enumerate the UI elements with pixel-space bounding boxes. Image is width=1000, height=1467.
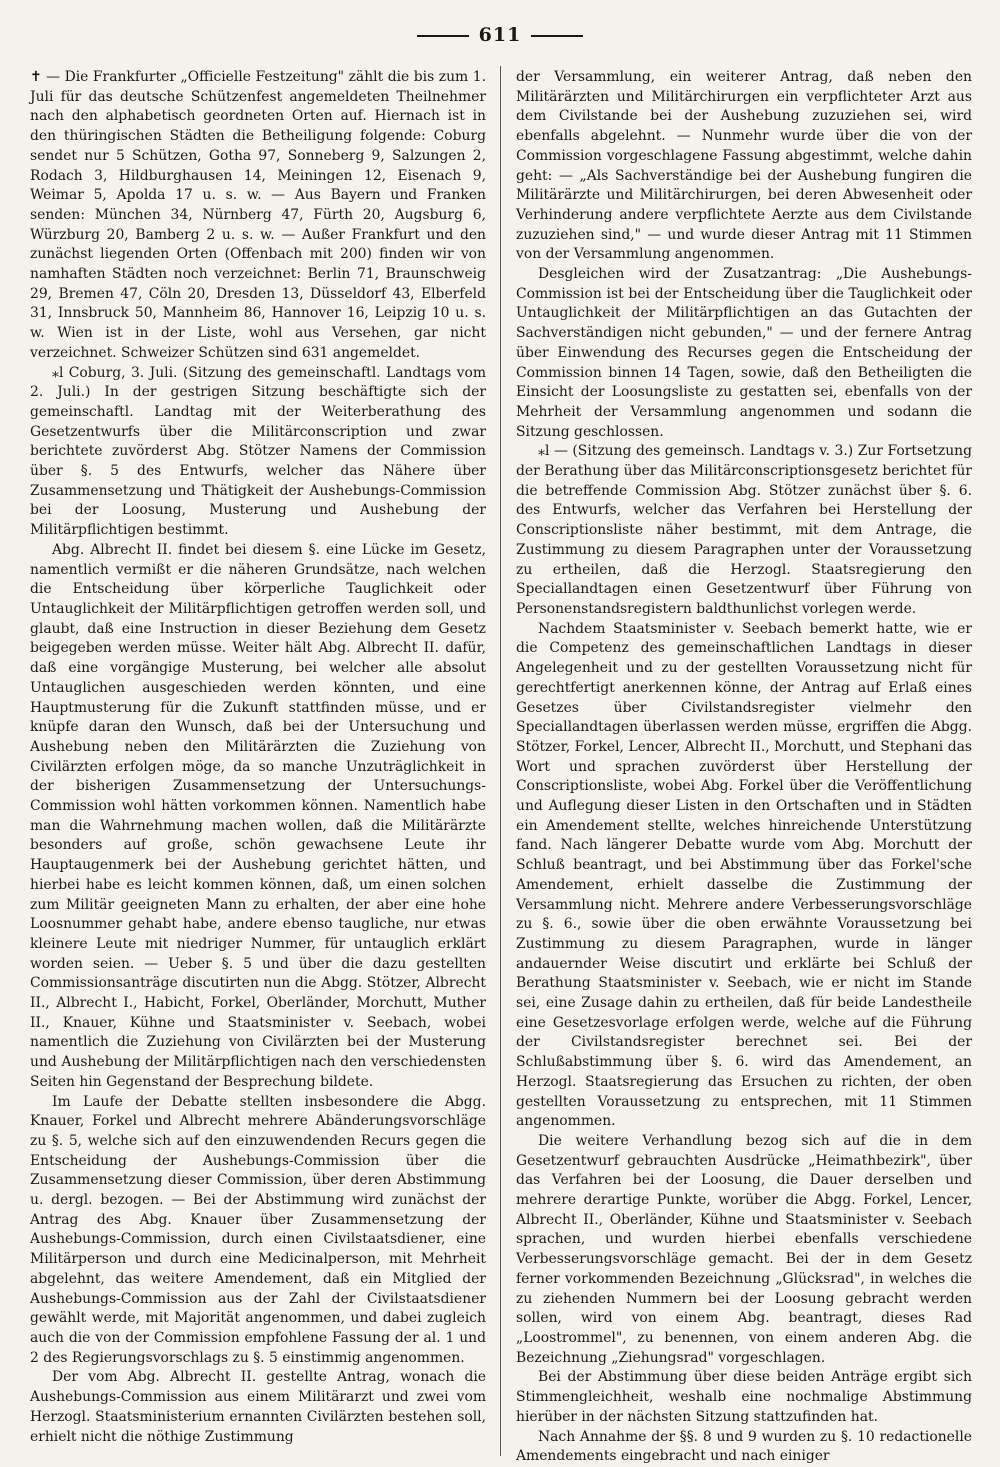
paragraph-verhandlung: Die weitere Verhandlung bezog sich auf die in dem Gesetzentwurf gebrauchten Ausdrücke „Heimathbezirk", über das Verfahren bei der Loosung, die Dauer derselben und mehrere derartige Punkte, worüber die Abgg. Forkel, Lencer, Albrecht II., Oberländer, Kühne und Staatsminister v. Seebach sprachen, und wurden hierbei ebenfalls verschiedene Verbesserungsvorschläge gemacht. Bei der in dem Gesetz ferner vorkommenden Bezeichnung „Glücksrad", in welches die zu ziehenden Nummern bei der Loosung gebracht werden sollen, wird von einem Abg. beantragt, dieses Rad „Loostrommel", zu benennen, von einem anderen Abg. die Bezeichnung „Ziehungsrad" vorgeschlagen. [516,1132,972,1366]
article-festzeitung: ✝ — Die Frankfurter „Officielle Festzeitung" zählt die bis zum 1. Juli für das deutsche Schützenfest angemeldeten Theilnehmer nach den alphabetisch geordneten Orten auf. Hiernach ist in den thüringischen Städten die Betheiligung folgende: Coburg sendet nur 5 Schützen, Gotha 97, Sonneberg 9, Salzungen 2, Rodach 3, Hildburghausen 14, Meiningen 12, Eisenach 9, Weimar 5, Apolda 17 u. s. w. — Aus Bayern und Franken senden: München 34, Nürnberg 47, Fürth 20, Augsburg 6, Würzburg 20, Bamberg 2 u. s. w. — Außer Frankfurt und den zunächst liegenden Orten (Offenbach mit 200) finden wir von namhaften Städten noch verzeichnet: Berlin 71, Braunschweig 29, Bremen 47, Cöln 20, Dresden 13, Düsseldorf 43, Elberfeld 31, Innsbruck 50, Mannheim 86, Hannover 16, Leipzig 10 u. s. w. Wien ist in der Liste, wohl aus Versehen, gar nicht verzeichnet. Schweizer Schützen sind 631 angemeldet. [30,69,486,361]
paragraph-abstimmung: Bei der Abstimmung über diese beiden Anträge ergibt sich Stimmengleichheit, weshalb eine nochmalige Abstimmung hierüber in der nächsten Sitzung stattzufinden hat. [516,1369,972,1425]
page-number-rule-right [531,35,583,37]
paragraph-zusatzantrag: Desgleichen wird der Zusatzantrag: „Die Aushebungs-Commission ist bei der Entscheidung über die Tauglichkeit oder Untauglichkeit der Militärpflichtigen an das Gutachten der Sachverständigen nicht gebunden," — und der fernere Antrag über Einwendung des Recurses gegen die Entscheidung der Commission binnen 14 Tagen, sowie, daß den Betheiligten die Einsicht der Loosungsliste zu gestatten sei, ebenfalls von der Mehrheit der Versammlung angenommen und sodann die Sitzung geschlossen. [516,266,972,440]
right-column [516,68,972,1465]
paragraph-annahme: Nach Annahme der §§. 8 und 9 wurden zu §. 10 redactionelle Amendements eingebracht und nach einiger [516,1428,972,1465]
paragraph-debatte: Im Laufe der Debatte stellten insbesondere die Abgg. Knauer, Forkel und Albrecht mehrere Abänderungsvorschläge zu §. 5, welche sich auf den einzuwendenden Recurs gegen die Entscheidung der Aushebungs-Commission über die Zusammensetzung dieser Commission, über deren Abstimmung u. dergl. bezogen. — Bei der Abstimmung wird zunächst der Antrag des Abg. Knauer über Zusammensetzung der Aushebungs-Commission, durch einen Civilstaatsdiener, eine Militärperson und durch eine Medicinalperson, mit Mehrheit abgelehnt, das weitere Amendement, daß ein Mitglied der Aushebungs-Commission aus der Zahl der Civilstaatsdiener gewählt werde, mit Majorität angenommen, und dabei zugleich auch die von der Commission empfohlene Fassung der al. 1 und 2 des Regierungsvorschlags zu §. 5 einstimmig angenommen. [30,1093,486,1366]
paragraph-albrecht: Abg. Albrecht II. findet bei diesem §. eine Lücke im Gesetz, namentlich vermißt er die näheren Grundsätze, nach welchen die Entscheidung über körperliche Tauglichkeit oder Untauglichkeit der Militärpflichtigen getroffen werden soll, und glaubt, daß eine Instruction in dieser Beziehung dem Gesetz beigegeben werden müsse. Weiter hält Abg. Albrecht II. dafür, daß eine vorgängige Musterung, bei welcher alle absolut Untauglichen ausgeschieden werden könnten, und eine Hauptmusterung für die Zukunft stattfinden müsse, und er knüpfe daran den Wunsch, daß bei der Untersuchung und Aushebung neben den Militärärzten die Zuziehung von Civilärzten erfolgen möge, da so manche Unzuträglichkeit in der bisherigen Zusammensetzung der Untersuchungs-Commission wohl hätten vorkommen können. Namentlich habe man die Wahrnehmung machen wollen, daß die Militärärzte besonders auf große, schön gewachsene Leute ihr Hauptaugenmerk bei der Aushebung gerichtet hätten, und hierbei habe es leicht kommen können, daß, um einen solchen zum Militär geeigneten Mann zu erhalten, der aber eine hohe Loosnummer gehabt habe, andere ebenso taugliche, nur etwas kleinere Leute mit niedriger Nummer, für untauglich erklärt worden seien. — Ueber §. 5 und über die dazu gestellten Commissionsanträge discutirten nun die Abgg. Stötzer, Albrecht II., Albrecht I., Habicht, Forkel, Oberländer, Morchutt, Muther II., Knauer, Kühne und Staatsminister v. Seebach, wobei namentlich die Zuziehung von Civilärzten bei der Musterung und Aushebung der Militärpflichtigen nach den verschiedensten Seiten hin Gegenstand der Besprechung bildete. [30,541,486,1090]
page-number-text: 611 [478,24,522,46]
paragraph-versammlung: der Versammlung, ein weiterer Antrag, daß neben den Militärärzten und Militärchirurgen ein verpflichteter Arzt aus dem Civilstande bei der Aushebung zuzuziehen sei, wird ebenfalls abgelehnt. — Nunmehr wurde über die von der Commission vorgeschlagene Fassung abgestimmt, welche dahin geht: — „Als Sachverständige bei der Aushebung fungiren die Militärärzte und Militärchirurgen, bei deren Abwesenheit oder Verhinderung andere verpflichtete Aerzte aus dem Civilstande zuzuziehen sind," — und wurde dieser Antrag mit 11 Stimmen von der Versammlung angenommen. [516,69,972,263]
article-sitzung-3-juli: ⁎l — (Sitzung des gemeinsch. Landtags v. 3.) Zur Fortsetzung der Berathung über das Militärconscriptionsgesetz berichtet für die betreffende Commission Abg. Stötzer zunächst über §. 6. des Entwurfs, welcher das Verfahren bei Herstellung der Conscriptionsliste näher bestimmt, mit dem Antrage, die Zustimmung zu diesem Paragraphen unter der Voraussetzung zu ertheilen, daß die Herzogl. Staatsregierung den Speciallandtagen einen Gesetzentwurf über Führung von Personenstandsregistern baldthunlichst vorlegen werde. [516,443,972,617]
left-column [30,68,486,1454]
page-number-rule-left [417,35,469,37]
paragraph-seebach: Nachdem Staatsminister v. Seebach bemerkt hatte, wie er die Competenz des gemeinschaftlichen Landtags in dieser Angelegenheit und zu der gestellten Voraussetzung nicht für gerechtfertigt anerkennen könne, der Antrag auf Erlaß eines Gesetzes über Civilstandsregister vielmehr den Speciallandtagen überlassen werden müsse, ergriffen die Abgg. Stötzer, Forkel, Lencer, Albrecht II., Morchutt, und Stephani das Wort und sprachen zuvörderst über Herstellung der Conscriptionsliste, wobei Abg. Forkel über die Veröffentlichung und Auflegung dieser Listen in den Ortschaften und in Städten ein Amendement stellte, welches hinreichende Unterstützung fand. Nach längerer Debatte wurde vom Abg. Morchutt der Schluß beantragt, und bei Abstimmung über das Forkel'sche Amendement, erhielt dasselbe die Zustimmung der Versammlung nicht. Mehrere andere Verbesserungsvorschläge zu §. 6., sowie über die oben erwähnte Voraussetzung bei Zustimmung zu diesem Paragraphen, wurde in länger andauernder Weise discutirt und erklärte bei Schluß der Berathung Staatsminister v. Seebach, wie er nicht im Stande sei, eine Zusage dahin zu ertheilen, daß für beide Landestheile eine Gesetzesvorlage erfolgen werde, welche auf die Führung der Civilstandsregister berechnet sei. Bei der Schlußabstimmung über §. 6. wird das Amendement, an Herzogl. Staatsregierung das Ersuchen zu richten, der oben gestellten Voraussetzung zu entsprechen, mit 11 Stimmen angenommen. [516,620,972,1130]
paragraph-antrag-albrecht: Der vom Abg. Albrecht II. gestellte Antrag, wonach die Aushebungs-Commission aus einem Militärarzt und zwei vom Herzogl. Staatsministerium ernannten Civilärzten bestehen soll, erhielt nicht die nöthige Zustimmung [30,1369,486,1445]
article-coburg-sitzung-2-juli: ⁎l Coburg, 3. Juli. (Sitzung des gemeinschaftl. Landtags vom 2. Juli.) In der gestrigen Sitzung beschäftigte sich der gemeinschaftl. Landtag mit der Weiterberathung des Gesetzentwurfs über die Militärconscription und zwar berichtete zuvörderst Abg. Stötzer Namens der Commission über §. 5 des Entwurfs, welcher das Nähere über Zusammensetzung und Thätigkeit der Aushebungs-Commission bei der Loosung, Musterung und Aushebung der Militärpflichtigen bestimmt. [30,364,486,539]
column-divider [500,66,501,1456]
page-number [0,24,1000,46]
